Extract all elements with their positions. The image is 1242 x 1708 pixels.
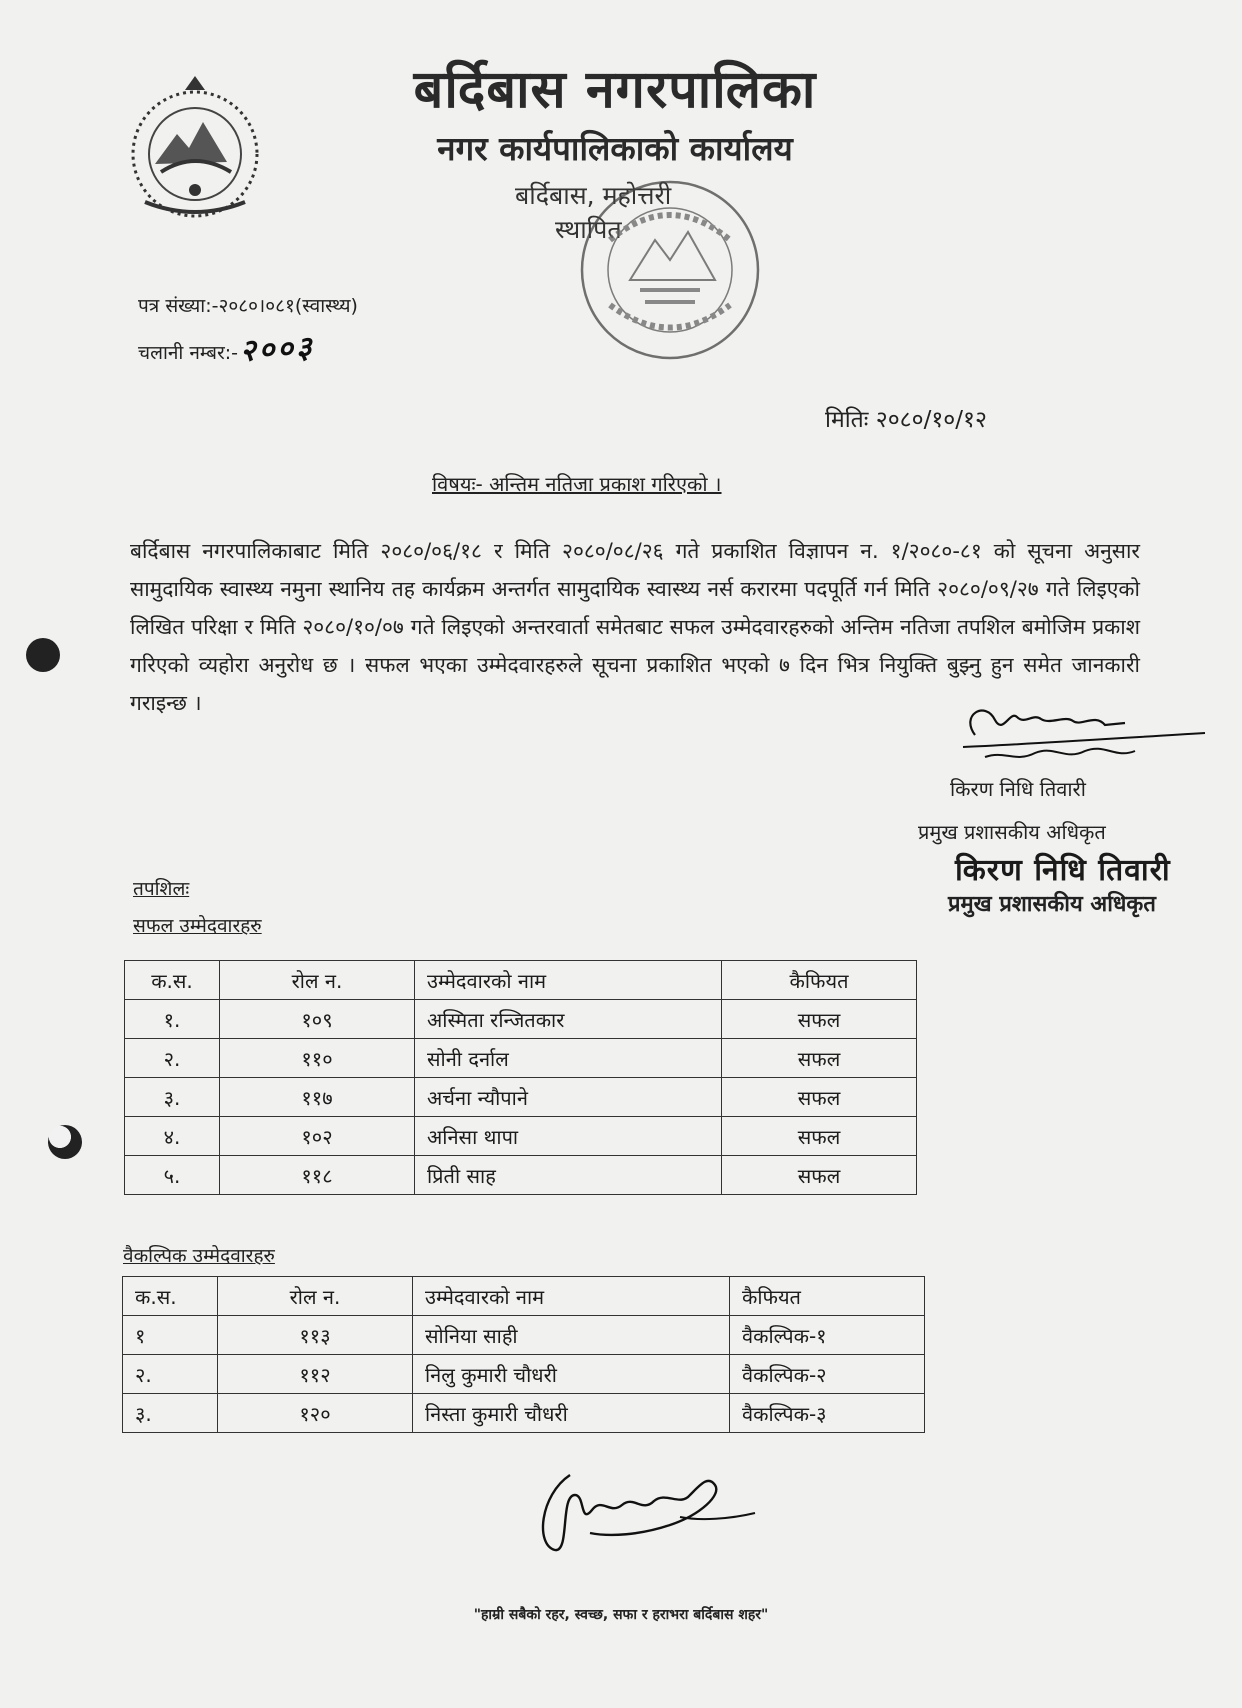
cell-remark: सफल [722, 1078, 917, 1117]
letterhead-address: बर्दिबास, महोत्तरी [515, 181, 672, 210]
col-header-sn: क.स. [123, 1277, 218, 1316]
cell-name: निलु कुमारी चौधरी [413, 1355, 730, 1394]
col-header-remark: कैफियत [722, 961, 917, 1000]
cell-name: अर्चना न्यौपाने [415, 1078, 722, 1117]
bottom-signature [530, 1455, 760, 1565]
col-header-sn: क.स. [125, 961, 220, 1000]
cell-roll: ११७ [220, 1078, 415, 1117]
cell-sn: ५. [125, 1156, 220, 1195]
table-row [125, 1078, 917, 1117]
signatory-name: किरण निधि तिवारी [950, 777, 1086, 801]
col-header-name: उम्मेदवारको नाम [413, 1277, 730, 1316]
letter-date: मितिः २०८०/१०/१२ [825, 407, 987, 433]
cell-remark: सफल [722, 1000, 917, 1039]
table-row [123, 1316, 925, 1355]
table-header-row [123, 1277, 925, 1316]
cell-sn: २. [123, 1355, 218, 1394]
alternate-candidates-table [122, 1276, 925, 1433]
cell-remark: वैकल्पिक-३ [730, 1394, 925, 1433]
dispatch-label: चलानी नम्बर:- [138, 342, 238, 364]
stamp-name: किरण निधि तिवारी [955, 853, 1171, 888]
punch-hole [26, 638, 60, 672]
col-header-name: उम्मेदवारको नाम [415, 961, 722, 1000]
cell-name: सोनी दर्नाल [415, 1039, 722, 1078]
nepal-emblem-icon [115, 72, 275, 232]
cell-roll: ११३ [218, 1316, 413, 1355]
officer-signature [955, 695, 1210, 770]
cell-name: अनिसा थापा [415, 1117, 722, 1156]
signatory-title: प्रमुख प्रशासकीय अधिकृत [918, 820, 1106, 844]
cell-remark: सफल [722, 1039, 917, 1078]
letter-body: बर्दिबास नगरपालिकाबाट मिति २०८०/०६/१८ र मिति २०८०/०८/२६ गते प्रकाशित विज्ञापन न. १/२०८०-८१ को सूचना अनुसार सामुदायिक स्वास्थ्य नमुना स्थानिय तह कार्यक्रम अन्तर्गत सामुदायिक स्वास्थ्य नर्स करारमा पदपूर्ति गर्न मिति २०८०/०९/२७ गते लिइएको लिखित परिक्षा र मिति २०८०/१०/०७ गते लिइएको अन्तरवार्ता समेतबाट सफल उम्मेदवारहरुको अन्तिम नतिजा तपशिल बमोजिम प्रकाश गरिएको व्यहोरा अनुरोध छ । सफल भएका उम्मेदवारहरुले सूचना प्रकाशित भएको ७ दिन भित्र नियुक्ति बुझ्नु हुन समेत जानकारी गराइन्छ । [130, 539, 1140, 715]
cell-name: प्रिती साह [415, 1156, 722, 1195]
punch-hole [48, 1125, 82, 1159]
cell-name: अस्मिता रन्जितकार [415, 1000, 722, 1039]
cell-remark: सफल [722, 1117, 917, 1156]
cell-sn: २. [125, 1039, 220, 1078]
cell-name: सोनिया साही [413, 1316, 730, 1355]
cell-roll: १०२ [220, 1117, 415, 1156]
cell-name: निस्ता कुमारी चौधरी [413, 1394, 730, 1433]
cell-roll: १२० [218, 1394, 413, 1433]
letter-subject: विषयः- अन्तिम नतिजा प्रकाश गरिएको । [432, 472, 722, 496]
office-seal-icon [570, 170, 770, 370]
footer-slogan: "हाम्री सबैको रहर, स्वच्छ, सफा र हराभरा बर्दिबास शहर" [473, 1607, 769, 1623]
successful-heading: सफल उम्मेदवारहरु [133, 915, 262, 937]
letter-number: पत्र संख्या:-२०८०।०८१(स्वास्थ्य) [138, 295, 358, 317]
table-row [123, 1355, 925, 1394]
dispatch-handwritten: २००३ [239, 330, 316, 369]
details-heading: तपशिलः [133, 878, 190, 900]
cell-roll: १०९ [220, 1000, 415, 1039]
table-row [125, 1000, 917, 1039]
cell-remark: वैकल्पिक-१ [730, 1316, 925, 1355]
table-row [125, 1039, 917, 1078]
letterhead-established: स्थापित [555, 215, 622, 244]
col-header-remark: कैफियत [730, 1277, 925, 1316]
cell-sn: १ [123, 1316, 218, 1355]
col-header-roll: रोल न. [218, 1277, 413, 1316]
cell-roll: ११२ [218, 1355, 413, 1394]
cell-roll: ११० [220, 1039, 415, 1078]
cell-sn: ३. [125, 1078, 220, 1117]
dispatch-number [138, 327, 314, 368]
cell-sn: ४. [125, 1117, 220, 1156]
col-header-roll: रोल न. [220, 961, 415, 1000]
table-row [125, 1156, 917, 1195]
cell-roll: ११८ [220, 1156, 415, 1195]
table-row [125, 1117, 917, 1156]
letterhead-title: बर्दिबास नगरपालिका [413, 59, 817, 120]
table-row [123, 1394, 925, 1433]
alternate-heading: वैकल्पिक उम्मेदवारहरु [123, 1245, 275, 1267]
successful-candidates-table [124, 960, 917, 1195]
stamp-title: प्रमुख प्रशासकीय अधिकृत [948, 892, 1156, 917]
table-header-row [125, 961, 917, 1000]
cell-sn: ३. [123, 1394, 218, 1433]
cell-sn: १. [125, 1000, 220, 1039]
cell-remark: सफल [722, 1156, 917, 1195]
cell-remark: वैकल्पिक-२ [730, 1355, 925, 1394]
letterhead-subtitle: नगर कार्यपालिकाको कार्यालय [437, 129, 793, 168]
